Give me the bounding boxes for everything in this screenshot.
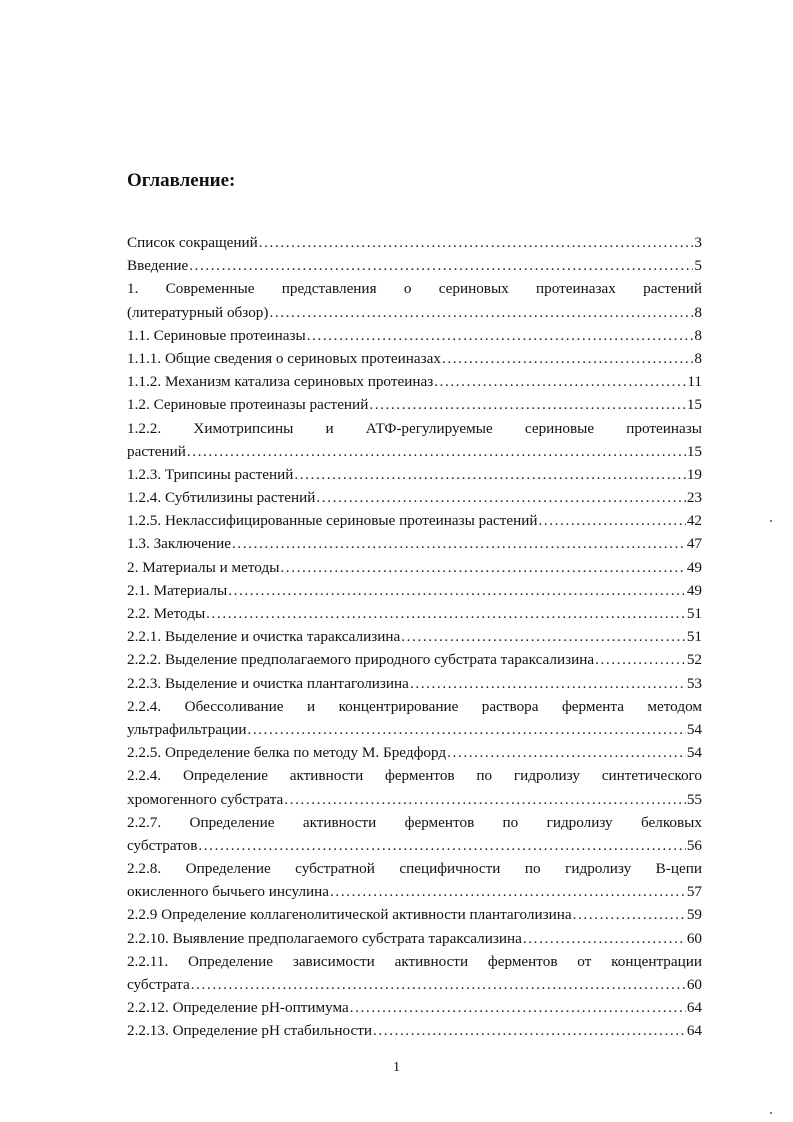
- toc-entry: [127, 764, 702, 810]
- scan-speck: [770, 1112, 772, 1114]
- dot-leader: [447, 741, 686, 764]
- toc-entry: [127, 602, 702, 625]
- toc-entry-page: 64: [686, 1022, 702, 1040]
- toc-entry: [127, 857, 702, 903]
- toc-entry-page: 54: [686, 744, 702, 762]
- dot-leader: [373, 1019, 686, 1042]
- toc-entry-title-line: 1. Современные представления о сериновых протеиназах растений: [127, 280, 702, 298]
- toc-entry: [127, 648, 702, 671]
- toc-entry-page: 42: [686, 512, 702, 530]
- toc-entry-title: 2.1. Материалы: [127, 581, 228, 599]
- toc-entry: [127, 903, 702, 926]
- dot-leader: [269, 301, 693, 324]
- toc-entry-page: 49: [686, 558, 702, 576]
- dot-leader: [228, 579, 686, 602]
- toc-entry-page: 49: [686, 581, 702, 599]
- toc-entry-title: 1.2. Сериновые протеиназы растений: [127, 396, 369, 414]
- toc-entry-title: растений: [127, 442, 186, 460]
- toc-entry-title: субстрата: [127, 976, 190, 993]
- toc-entry-page: 56: [686, 836, 702, 854]
- toc-entry-page: 59: [686, 906, 702, 924]
- toc-entry: [127, 927, 702, 950]
- toc-entry-page: 15: [686, 396, 702, 414]
- toc-entry-page: 8: [694, 349, 702, 367]
- toc-entry-page: 64: [686, 999, 702, 1017]
- toc-entry: [127, 417, 702, 463]
- dot-leader: [206, 602, 686, 625]
- toc-entry-title: субстратов: [127, 836, 198, 854]
- toc-entry-title-line: 2.2.8. Определение субстратной специфичности по гидролизу В-цепи: [127, 860, 702, 878]
- dot-leader: [316, 486, 685, 509]
- toc-entry-page: 15: [686, 442, 702, 460]
- dot-leader: [410, 672, 686, 695]
- dot-leader: [191, 973, 686, 996]
- toc-entry: [127, 277, 702, 323]
- toc-entry-title: 1.3. Заключение: [127, 535, 232, 553]
- dot-leader: [350, 996, 686, 1019]
- toc-entry-title: 1.1.2. Механизм катализа сериновых протеиназ: [127, 373, 434, 391]
- dot-leader: [369, 393, 685, 416]
- toc-entry-title-line: 2.2.7. Определение активности ферментов по гидролизу белковых: [127, 813, 702, 831]
- toc-entry: [127, 532, 702, 555]
- page-title: Оглавление:: [127, 170, 236, 191]
- toc-entry-page: 8: [694, 303, 702, 321]
- toc-entry-page: 54: [686, 720, 702, 738]
- toc-entry-page: 23: [686, 489, 702, 507]
- toc-entry-page: 57: [686, 883, 702, 901]
- toc-entry-page: 51: [686, 628, 702, 646]
- toc-entry-page: 51: [686, 605, 702, 622]
- toc-entry-title: 2.2. Методы: [127, 605, 206, 622]
- toc-entry-page: 8: [694, 326, 702, 344]
- dot-leader: [401, 625, 686, 648]
- toc-entry-title: 1.2.3. Трипсины растений: [127, 465, 294, 483]
- toc-entry: [127, 463, 702, 486]
- toc-entry-title: 1.2.5. Неклассифицированные сериновые протеиназы растений: [127, 512, 538, 530]
- toc-entry-title: 1.1.1. Общие сведения о сериновых протеиназах: [127, 349, 441, 367]
- toc-entry: [127, 1019, 702, 1042]
- toc-entry: [127, 370, 702, 393]
- toc-entry-title: 2.2.5. Определение белка по методу М. Бредфорд: [127, 744, 447, 762]
- dot-leader: [573, 903, 686, 926]
- toc-entry-title-line: 1.2.2. Химотрипсины и АТФ-регулируемые сериновые протеиназы: [127, 419, 702, 437]
- dot-leader: [434, 370, 686, 393]
- toc-entry: [127, 347, 702, 370]
- toc-entry-title: Список сокращений: [127, 234, 258, 251]
- dot-leader: [189, 254, 693, 277]
- toc-entry: [127, 486, 702, 509]
- dot-leader: [247, 718, 685, 741]
- dot-leader: [187, 440, 686, 463]
- dot-leader: [232, 532, 686, 555]
- toc-entry: [127, 509, 702, 532]
- toc-entry-page: 52: [686, 651, 702, 669]
- toc-entry: [127, 695, 702, 741]
- dot-leader: [307, 324, 694, 347]
- toc-entry: [127, 996, 702, 1019]
- dot-leader: [284, 788, 686, 811]
- toc-entry-title: 2.2.1. Выделение и очистка тараксализина: [127, 628, 401, 646]
- toc-entry-title: (литературный обзор): [127, 303, 269, 321]
- dot-leader: [538, 509, 685, 532]
- toc-entry-page: 11: [687, 373, 702, 391]
- toc-entry-page: 19: [686, 465, 702, 483]
- toc-entry-title-line: 2.2.4. Обессоливание и концентрирование раствора фермента методом: [127, 697, 702, 715]
- table-of-contents: [127, 231, 702, 1043]
- dot-leader: [294, 463, 685, 486]
- toc-entry-page: 47: [686, 535, 702, 553]
- toc-entry-title: 2.2.10. Выявление предполагаемого субстрата тараксализина: [127, 929, 522, 947]
- dot-leader: [595, 648, 686, 671]
- toc-entry: [127, 324, 702, 347]
- toc-entry: [127, 741, 702, 764]
- toc-entry: [127, 625, 702, 648]
- toc-entry: [127, 672, 702, 695]
- toc-entry: [127, 811, 702, 857]
- dot-leader: [280, 556, 685, 579]
- toc-entry-title-line: 2.2.11. Определение зависимости активности ферментов от концентрации: [127, 952, 702, 970]
- toc-entry-title: 1.2.4. Субтилизины растений: [127, 489, 316, 507]
- page-number: 1: [393, 1060, 400, 1075]
- toc-entry: [127, 231, 702, 254]
- dot-leader: [198, 834, 685, 857]
- toc-entry-title: ультрафильтрации: [127, 720, 247, 738]
- toc-entry: [127, 254, 702, 277]
- toc-entry-title: Введение: [127, 257, 189, 275]
- toc-entry-title: хромогенного субстрата: [127, 790, 284, 808]
- dot-leader: [330, 880, 686, 903]
- toc-entry-title: 2. Материалы и методы: [127, 558, 280, 576]
- toc-entry-page: 5: [694, 257, 702, 275]
- toc-entry-title: окисленного бычьего инсулина: [127, 883, 330, 901]
- toc-entry-page: 60: [686, 929, 702, 947]
- toc-entry: [127, 579, 702, 602]
- dot-leader: [442, 347, 693, 370]
- toc-entry: [127, 950, 702, 996]
- toc-entry-page: 60: [686, 976, 702, 993]
- toc-entry-title: 2.2.12. Определение рН-оптимума: [127, 999, 349, 1017]
- toc-entry: [127, 556, 702, 579]
- toc-entry: [127, 393, 702, 416]
- toc-entry-page: 53: [686, 674, 702, 692]
- toc-entry-title-line: 2.2.4. Определение активности ферментов по гидролизу синтетического: [127, 767, 702, 785]
- dot-leader: [259, 231, 694, 254]
- toc-entry-title: 2.2.13. Определение рН стабильности: [127, 1022, 373, 1040]
- toc-entry-title: 2.2.3. Выделение и очистка плантаголизина: [127, 674, 409, 692]
- toc-entry-title: 1.1. Сериновые протеиназы: [127, 326, 306, 344]
- dot-leader: [523, 927, 686, 950]
- toc-entry-title: 2.2.9 Определение коллагенолитической активности плантаголизина: [127, 906, 572, 924]
- toc-entry-page: 55: [686, 790, 702, 808]
- toc-entry-title: 2.2.2. Выделение предполагаемого природного субстрата тараксализина: [127, 651, 595, 669]
- toc-entry-page: 3: [694, 234, 702, 251]
- scan-speck: [770, 520, 772, 522]
